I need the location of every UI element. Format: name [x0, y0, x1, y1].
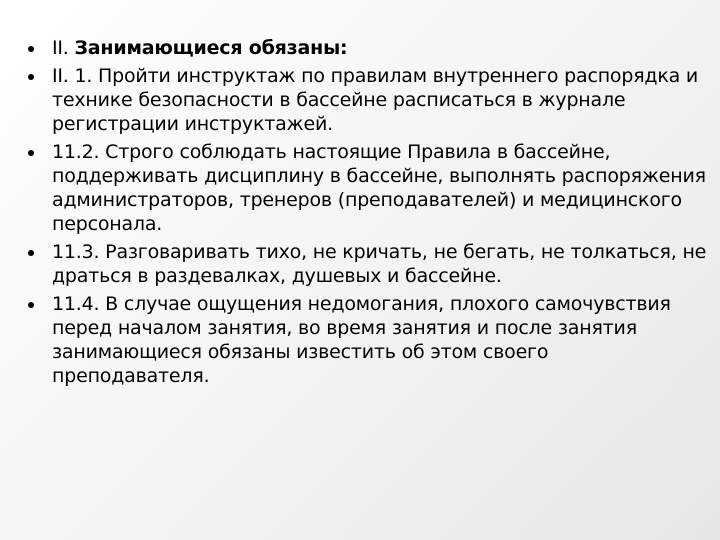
- bullet-heading-prefix: II.: [52, 37, 75, 59]
- bullet-item-health: [28, 292, 708, 388]
- bullet-dot-icon: [28, 46, 34, 52]
- bullet-text: 11.2. Строго соблюдать настоящие Правила в бассейне, поддерживать дисциплину в бассейне, выполнять распоряжения администраторов, тренеров (преподавателей) и медицинского персонала.: [52, 141, 706, 235]
- bullet-dot-icon: [28, 302, 34, 308]
- bullet-heading-text: Занимающиеся обязаны:: [74, 37, 348, 59]
- bullet-dot-icon: [28, 74, 34, 80]
- bullet-item-instruction: [28, 64, 708, 136]
- bullet-item-behavior: [28, 240, 708, 288]
- bullet-text: 11.3. Разговаривать тихо, не кричать, не бегать, не толкаться, не драться в раздевалках, душевых и бассейне.: [52, 241, 707, 287]
- bullet-text: 11.4. В случае ощущения недомогания, плохого самочувствия перед началом занятия, во время занятия и после занятия занимающиеся обязаны известить об этом своего преподавателя.: [52, 293, 671, 387]
- bullet-dot-icon: [28, 150, 34, 156]
- bullet-item-discipline: [28, 140, 708, 236]
- bullet-text: II. 1. Пройти инструктаж по правилам внутреннего распорядка и технике безопасности в бассейне расписаться в журнале регистрации инструктажей.: [52, 65, 699, 135]
- bullet-list: [28, 36, 708, 392]
- bullet-item-heading: [28, 36, 708, 60]
- bullet-dot-icon: [28, 250, 34, 256]
